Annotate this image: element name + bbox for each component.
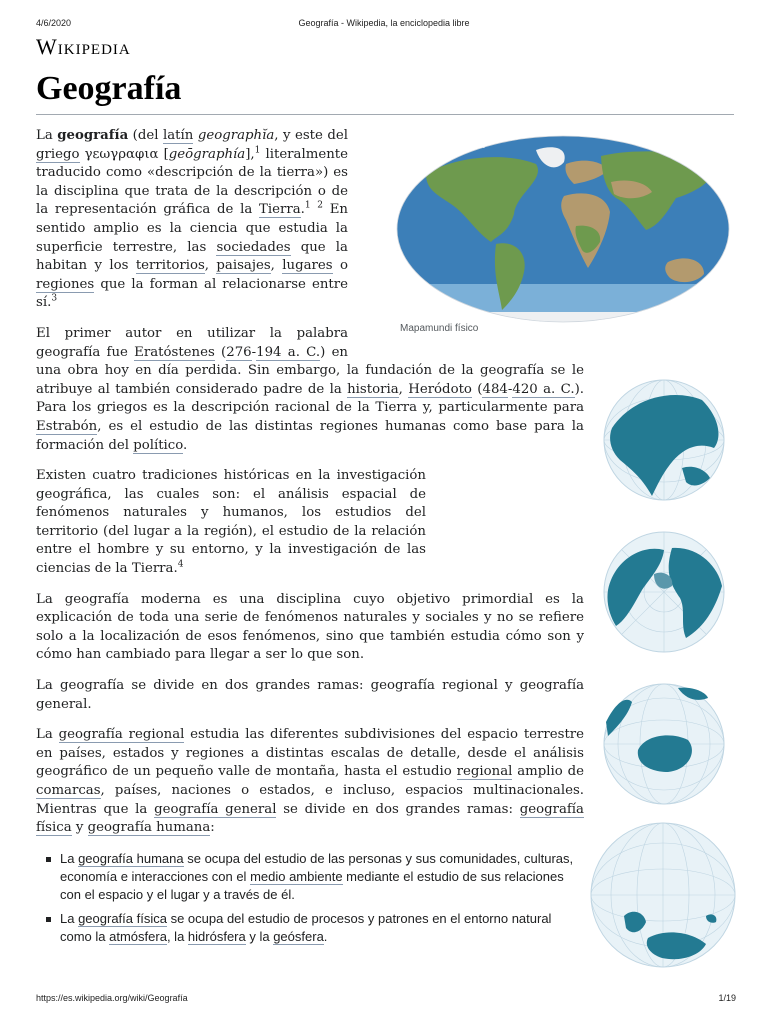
globe-north-orthographic-icon[interactable] — [602, 378, 726, 502]
paragraph-regional: La geografía regional estudia las diferentes subdivisiones del espacio terrestre en países, estados y regiones a distintas escalas de detalle, desde el análisis geográfico de un pequeño valle de montaña, hasta el estudio regional amplio de comarcas, países, naciones o estados, e incluso, espacios multinacionales. Mientras que la geografía general se divide en dos grandes ramas: geografía física y geografía humana: — [36, 727, 585, 836]
globe-south-icon[interactable] — [588, 820, 738, 970]
link-sociedades[interactable]: sociedades — [216, 239, 291, 255]
paragraph-history: El primer autor en utilizar la palabra geografía fue Eratóstenes (276-194 a. C.) en una obra hoy en día perdida. Sin embargo, la fundación de la geografía se le atribuye al también considerado padre de la historia, Heródoto (484-420 a. C.). Para los griegos es la descripción racional de la Tierra y, particularmente para Estrabón, es el estudio de las distintas regiones humanas como base para la formación del político. — [36, 325, 584, 453]
link-276[interactable]: 276 — [226, 344, 252, 360]
ref-3[interactable]: 3 — [51, 293, 58, 304]
term-geografia: geografía — [57, 128, 129, 143]
paragraph-traditions: Existen cuatro tradiciones históricas en la investigación geográfica, las cuales son: el análisis espacial de fenómenos naturales y humanos, los estudios del territorio (del lugar a la región), el estudio de la relación entre el hombre y su entorno, y la investigación de las ciencias de la Tierra.$^4$ — [36, 468, 426, 577]
link-geografia-fisica[interactable]: geografía física — [36, 801, 584, 836]
title-divider — [36, 114, 734, 115]
link-geografia-humana[interactable]: geografía humana — [87, 820, 211, 836]
ref-4[interactable]: 4 — [177, 559, 184, 570]
map-caption: Mapamundi físico — [400, 323, 479, 334]
link-420-ac[interactable]: 420 a. C. — [512, 381, 575, 397]
link-atmosfera[interactable]: atmósfera — [109, 928, 167, 944]
link-hidrosfera[interactable]: hidrósfera — [187, 928, 246, 944]
link-territorios[interactable]: territorios — [135, 258, 205, 274]
link-historia[interactable]: historia — [347, 381, 399, 397]
link-eratostenes[interactable]: Eratóstenes — [134, 344, 215, 360]
map-inner-title: Physical Map of the World, April 2000 — [402, 144, 486, 150]
globe-antarctica-icon[interactable] — [602, 682, 726, 806]
list-item: La geografía humana se ocupa del estudio de las personas y sus comunidades, culturas, economía e interacciones con el medio ambiente mediante el estudio de sus relaciones con el espacio y el lugar y a través de él. — [60, 850, 584, 904]
link-geosfera[interactable]: geósfera — [273, 928, 324, 944]
link-tierra[interactable]: Tierra — [258, 202, 301, 218]
link-geografia-general[interactable]: geografía general — [154, 801, 277, 817]
list-item: La geografía física se ocupa del estudio de procesos y patrones en el entorno natural como la atmósfera, la hidrósfera y la geósfera. — [60, 910, 584, 946]
link-geografia-regional[interactable]: geografía regional — [58, 727, 185, 743]
ref-2[interactable]: 2 — [317, 200, 324, 211]
link-latin[interactable]: latín — [162, 128, 194, 143]
paragraph-branches: La geografía se divide en dos grandes ramas: geografía regional y geografía general. — [36, 678, 584, 712]
link-regiones[interactable]: regiones — [36, 276, 95, 292]
print-url: https://es.wikipedia.org/wiki/Geografía — [36, 993, 188, 1003]
link-geografia-fisica-2[interactable]: geografía física — [78, 910, 167, 926]
link-estrabon[interactable]: Estrabón — [36, 418, 98, 434]
print-footer — [0, 993, 768, 1007]
link-regional[interactable]: regional — [456, 764, 513, 780]
globe-polar-north-icon[interactable] — [602, 530, 726, 654]
wikipedia-logo[interactable]: Wikipedia — [36, 34, 131, 59]
ref-1b[interactable]: 1 — [304, 200, 311, 211]
link-lugares[interactable]: lugares — [282, 258, 333, 274]
branches-list — [36, 850, 584, 946]
link-484[interactable]: 484 — [482, 381, 508, 397]
page-title: Geografía — [36, 70, 182, 107]
link-comarcas[interactable]: comarcas — [36, 783, 101, 798]
page-counter: 1/19 — [718, 993, 736, 1003]
link-politico[interactable]: político — [133, 437, 184, 453]
link-medio-ambiente[interactable]: medio ambiente — [250, 868, 343, 884]
link-geografia-humana-2[interactable]: geografía humana — [78, 850, 184, 866]
link-herodoto[interactable]: Heródoto — [408, 381, 472, 397]
link-194-ac[interactable]: 194 a. C. — [256, 344, 321, 360]
link-griego[interactable]: griego — [36, 146, 80, 162]
print-page-title: Geografía - Wikipedia, la enciclopedia libre — [298, 18, 470, 28]
link-paisajes[interactable]: paisajes — [216, 258, 271, 274]
paragraph-modern: La geografía moderna es una disciplina cuyo objetivo primordial es la explicación de toda una serie de fenómenos naturales y sociales y no se refiere solo a la localización de esos fenómenos, sino que también estudia cómo son y cómo han cambiado para llegar a ser lo que son. — [36, 591, 584, 663]
ref-1[interactable]: 1 — [254, 145, 261, 156]
print-header — [0, 18, 768, 32]
print-date: 4/6/2020 — [36, 18, 72, 28]
paragraph-intro: La geografía (del latín geographĭa, y este del griego γεωγραφια [geōgraphía],$^1$ literalmente traducido como «descripción de la tierra») es la disciplina que trata de la descripción o de la representación gráfica de la Tierra.$^1$ $^2$ En sentido amplio es la ciencia que estudia la superficie terrestre, las sociedades que la habitan y los territorios, paisajes, lugares o regiones que la forman al relacionarse entre sí.$^3$ — [36, 128, 348, 311]
article-body — [36, 127, 584, 952]
